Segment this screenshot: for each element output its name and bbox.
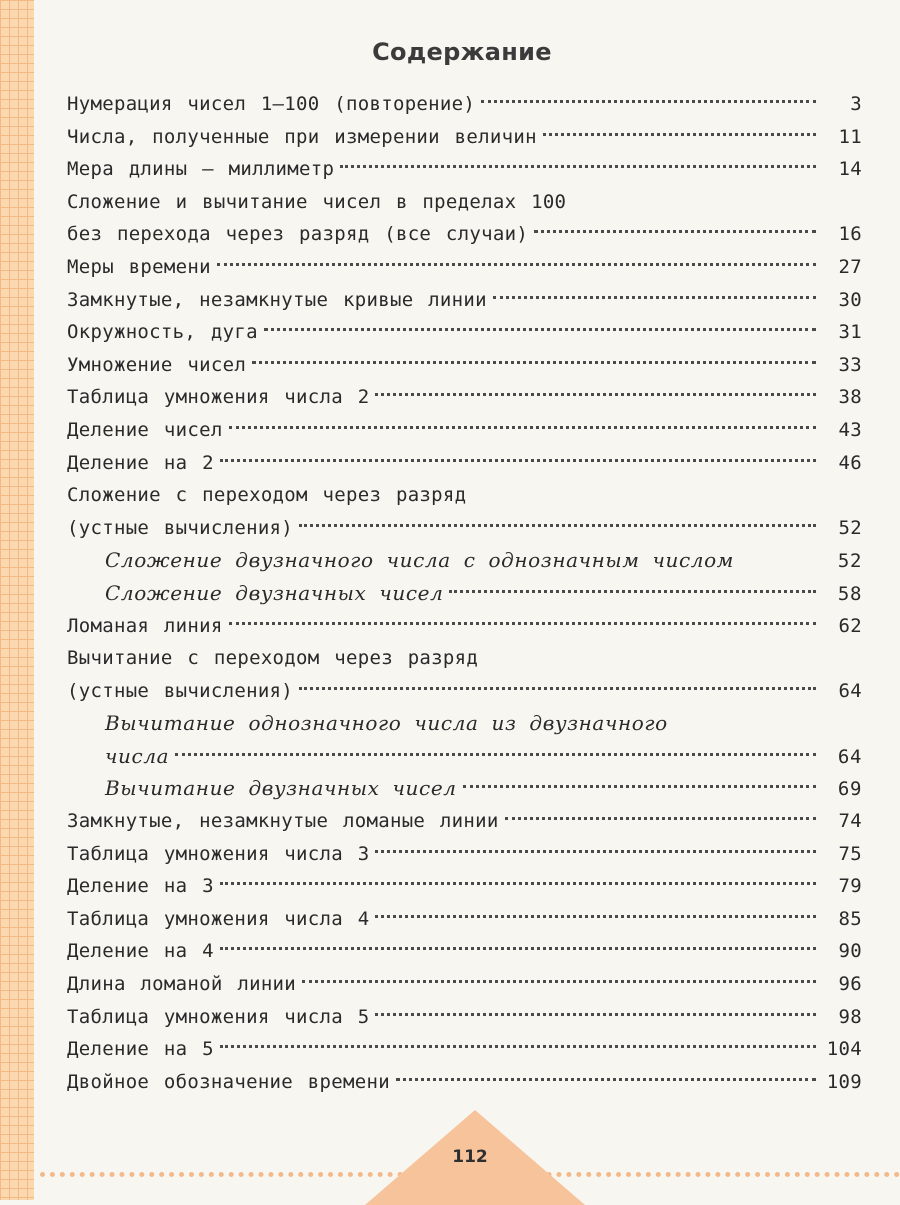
toc-line <box>67 675 862 708</box>
toc-entry-title: Замкнутые, незамкнутые ломаные линии <box>67 810 499 833</box>
toc-line <box>67 479 862 512</box>
toc-entry <box>67 349 862 382</box>
toc-line <box>67 642 862 675</box>
toc-line <box>67 935 862 968</box>
toc-entry-page: 62 <box>838 614 862 637</box>
dot-leader <box>375 915 816 918</box>
toc-entry-page: 69 <box>837 778 862 801</box>
toc-entry-title: Окружность, дуга <box>67 321 258 344</box>
toc-line <box>67 805 862 838</box>
toc-line <box>67 186 862 219</box>
toc-entry-title: Вычитание двузначных чисел <box>105 776 457 801</box>
dot-leader <box>449 590 816 593</box>
dot-leader <box>534 230 816 233</box>
dot-leader <box>264 328 816 331</box>
toc-entry <box>67 381 862 414</box>
toc-line <box>67 544 862 577</box>
toc-entry-title: Замкнутые, незамкнутые кривые линии <box>67 288 487 311</box>
toc-entry-page: 109 <box>826 1070 862 1093</box>
toc-entry-title: числа <box>105 743 170 768</box>
toc-entry-title: Таблица умножения числа 5 <box>67 1005 370 1028</box>
toc-entry-title: Вычитание однозначного числа из двузначного <box>105 711 668 736</box>
toc-line <box>67 577 862 610</box>
toc-entry-page: 75 <box>838 842 862 865</box>
dot-leader <box>299 524 816 527</box>
toc-entry-page: 3 <box>850 93 862 115</box>
toc-line <box>67 316 862 349</box>
toc-entry-title: Умножение чисел <box>67 353 247 376</box>
toc-entry-title: (устные вычисления) <box>67 679 294 702</box>
toc-entry-title: без перехода через разряд (все случаи) <box>67 223 529 246</box>
toc-entry <box>67 447 862 480</box>
toc-entry-page: 64 <box>837 745 862 768</box>
toc-line <box>67 870 862 903</box>
toc-entry <box>67 707 862 772</box>
page-number: 112 <box>452 1147 488 1167</box>
dot-leader <box>220 1045 816 1048</box>
toc-entry <box>67 153 862 186</box>
toc-entry-page: 64 <box>838 679 862 702</box>
toc-entry-page: 38 <box>838 386 862 409</box>
toc-entry-title: Числа, полученные при измерении величин <box>67 125 537 148</box>
toc-line <box>67 707 862 740</box>
toc-entry <box>67 805 862 838</box>
toc-entry <box>67 186 862 251</box>
dot-leader <box>217 263 816 266</box>
toc-entry-page: 14 <box>838 158 862 181</box>
toc-entry-title: (устные вычисления) <box>67 516 294 539</box>
dot-leader <box>340 165 816 168</box>
toc-entry <box>67 870 862 903</box>
toc-entry-page: 85 <box>838 907 862 930</box>
toc-entry-title: Сложение с переходом через разряд <box>67 484 467 507</box>
toc-entry <box>67 610 862 643</box>
toc-entry-title: Деление на 5 <box>67 1038 214 1061</box>
dot-leader <box>375 1013 816 1016</box>
toc-entry-title: Деление чисел <box>67 418 223 441</box>
toc-entry-page: 104 <box>826 1038 862 1061</box>
toc-entry <box>67 251 862 284</box>
toc-entry-title: Нумерация чисел 1—100 (повторение) <box>67 93 476 115</box>
toc-entry-page: 16 <box>838 223 862 246</box>
toc-entry <box>67 935 862 968</box>
toc-entry-page: 43 <box>838 418 862 441</box>
dot-leader <box>220 947 816 950</box>
dot-leader <box>229 622 816 625</box>
dot-leader <box>299 687 816 690</box>
toc-entry-page: 74 <box>838 810 862 833</box>
toc-entry-title: Ломаная линия <box>67 614 223 637</box>
dot-leader <box>229 426 816 429</box>
toc-entry-title: Мера длины — миллиметр <box>67 158 335 181</box>
toc-entry-title: Деление на 3 <box>67 875 214 898</box>
dot-leader <box>302 980 816 983</box>
toc-entry-title: Двойное обозначение времени <box>67 1070 390 1093</box>
dot-leader <box>463 785 816 788</box>
toc-entry <box>67 544 862 577</box>
toc-line <box>67 1001 862 1034</box>
toc-entry <box>67 838 862 871</box>
toc-entry <box>67 1001 862 1034</box>
toc-entry-page: 52 <box>838 516 862 539</box>
dot-leader <box>396 1078 816 1081</box>
toc-line <box>67 903 862 936</box>
toc-entry-title: Деление на 2 <box>67 451 214 474</box>
dot-leader <box>252 361 816 364</box>
toc-entry-title: Сложение двузначного числа с однозначным числом <box>105 548 734 573</box>
dot-leader <box>175 753 816 756</box>
toc-line <box>67 1033 862 1066</box>
toc-entry <box>67 642 862 707</box>
toc-entry-page: 79 <box>838 875 862 898</box>
toc-entry-page: 98 <box>838 1005 862 1028</box>
toc-entry-title: Таблица умножения числа 2 <box>67 386 370 409</box>
toc-line <box>67 610 862 643</box>
toc-entry <box>67 479 862 544</box>
toc-entry-page: 96 <box>838 973 862 996</box>
toc-entry <box>67 88 862 121</box>
dot-leader <box>220 882 816 885</box>
toc-entry-page: 31 <box>838 321 862 344</box>
toc-line <box>67 838 862 871</box>
dot-leader <box>493 296 816 299</box>
toc-line <box>67 772 862 805</box>
toc-entry-title: Деление на 4 <box>67 940 214 963</box>
dot-leader <box>220 459 816 462</box>
toc-line <box>67 121 862 154</box>
toc-entry <box>67 1033 862 1066</box>
toc-line <box>67 349 862 382</box>
toc-entry-page: 30 <box>838 288 862 311</box>
toc-line <box>67 512 862 545</box>
toc-entry-page: 11 <box>838 125 862 148</box>
toc-line <box>67 88 862 121</box>
toc-entry-page: 52 <box>837 550 862 573</box>
toc-line <box>67 284 862 317</box>
toc-entry <box>67 1066 862 1099</box>
dot-leader <box>543 133 816 136</box>
toc-entry-page: 46 <box>838 451 862 474</box>
toc-entry <box>67 316 862 349</box>
toc-entry-title: Таблица умножения числа 3 <box>67 842 370 865</box>
toc-entry-page: 33 <box>838 353 862 376</box>
toc-entry-title: Меры времени <box>67 255 211 278</box>
toc-line <box>67 740 862 773</box>
dot-leader <box>505 817 816 820</box>
toc-line <box>67 153 862 186</box>
toc-entry <box>67 121 862 154</box>
toc-entry <box>67 968 862 1001</box>
dot-leader <box>375 850 816 853</box>
toc-line <box>67 968 862 1001</box>
toc-entry <box>67 772 862 805</box>
dot-leader <box>375 393 816 396</box>
toc-line <box>67 1066 862 1099</box>
toc-entry-title: Таблица умножения числа 4 <box>67 907 370 930</box>
toc-entry-page: 27 <box>838 255 862 278</box>
toc-entry-title: Сложение и вычитание чисел в пределах 100 <box>67 190 567 213</box>
toc-entry-page: 90 <box>838 940 862 963</box>
toc-line <box>67 447 862 480</box>
table-of-contents <box>67 88 862 1098</box>
toc-entry <box>67 903 862 936</box>
page-title: Содержание <box>372 38 552 66</box>
toc-entry <box>67 414 862 447</box>
toc-entry-title: Вычитание с переходом через разряд <box>67 647 479 670</box>
toc-line <box>67 251 862 284</box>
grid-margin-decoration <box>0 0 34 1200</box>
toc-entry <box>67 284 862 317</box>
toc-line <box>67 381 862 414</box>
toc-entry-title: Длина ломаной линии <box>67 973 297 996</box>
toc-line <box>67 414 862 447</box>
toc-entry <box>67 577 862 610</box>
toc-line <box>67 218 862 251</box>
dot-leader <box>481 100 816 103</box>
toc-entry-title: Сложение двузначных чисел <box>105 580 444 605</box>
toc-entry-page: 58 <box>837 582 862 605</box>
